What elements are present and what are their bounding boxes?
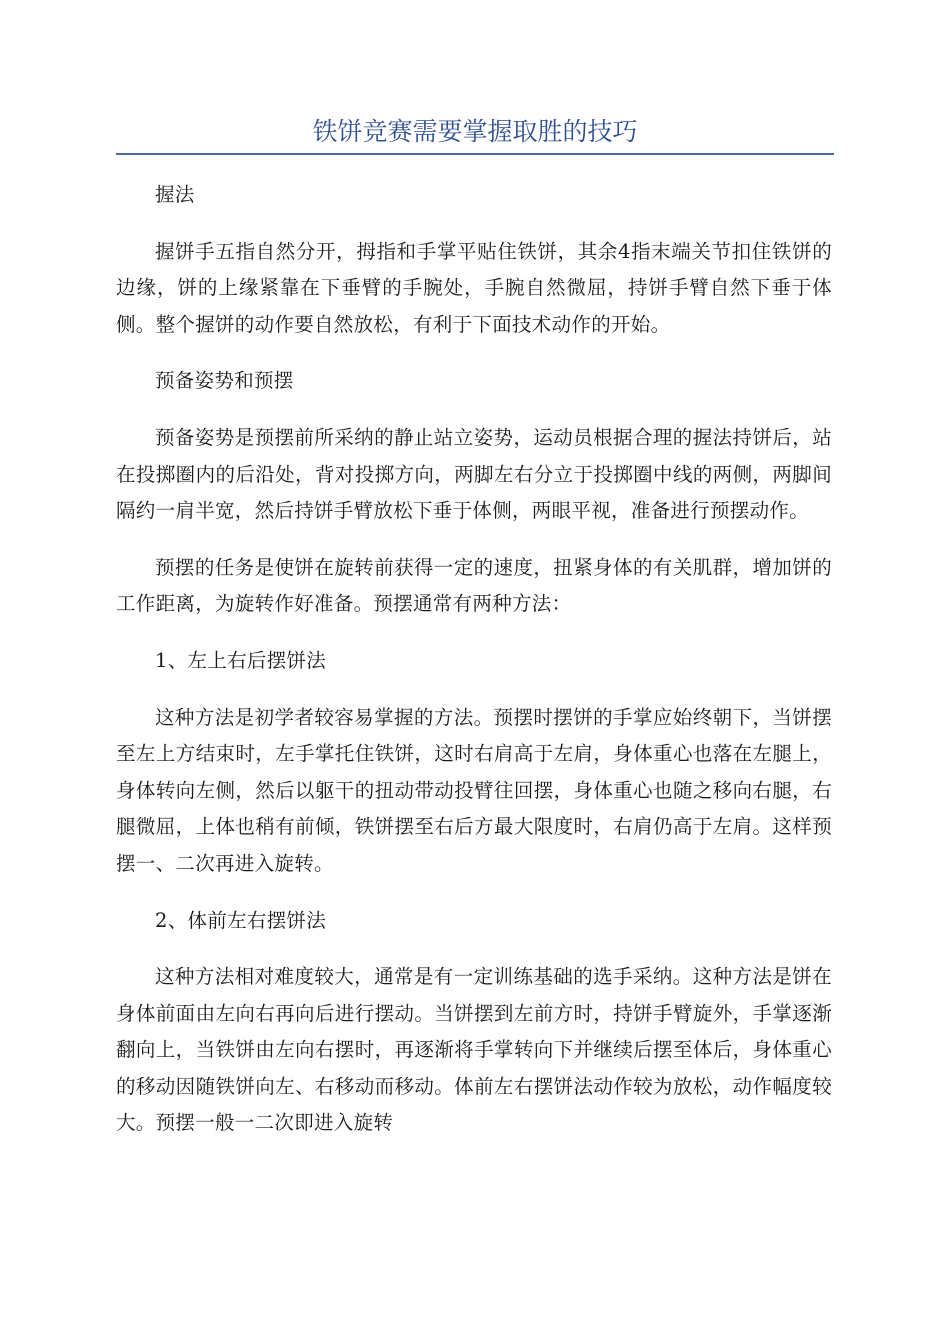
section-heading-grip: 握法 [155, 183, 195, 206]
document-title: 铁饼竞赛需要掌握取胜的技巧 [312, 117, 638, 146]
title-underline [116, 153, 834, 155]
section-heading-method-1: 1、左上右后摆饼法 [155, 648, 327, 672]
paragraph-preliminary-swing: 预摆的任务是使饼在旋转前获得一定的速度，扭紧身体的有关肌群，增加饼的工作距离，为旋转作好准备。预摆通常有两种方法： [116, 555, 832, 616]
paragraph-method-1: 这种方法是初学者较容易掌握的方法。预摆时摆饼的手掌应始终朝下，当饼摆至左上方结束时，左手掌托住铁饼，这时右肩高于左肩，身体重心也落在左腿上，身体转向左侧，然后以躯干的扭动带动投臂往回摆，身体重心也随之移向右腿，右腿微屈，上体也稍有前倾，铁饼摆至右后方最大限度时，右肩仍高于左肩。这样预摆一、二次再进入旋转。 [116, 705, 832, 875]
paragraph-grip: 握饼手五指自然分开，拇指和手掌平贴住铁饼，其余4指末端关节扣住铁饼的边缘，饼的上缘紧靠在下垂臂的手腕处，手腕自然微屈，持饼手臂自然下垂于体侧。整个握饼的动作要自然放松，有利于下面技术动作的开始。 [116, 239, 832, 336]
section-heading-method-2: 2、体前左右摆饼法 [155, 908, 327, 932]
section-heading-preparation: 预备姿势和预摆 [155, 369, 294, 393]
document-body [116, 177, 832, 1162]
paragraph-method-2: 这种方法相对难度较大，通常是有一定训练基础的选手采纳。这种方法是饼在身体前面由左向右再向后进行摆动。当饼摆到左前方时，持饼手臂旋外，手掌逐渐翻向上，当铁饼由左向右摆时，再逐渐将手掌转向下并继续后摆至体后，身体重心的移动因随铁饼向左、右移动而移动。体前左右摆饼法动作较为放松，动作幅度较大。预摆一般一二次即进入旋转 [116, 965, 832, 1135]
paragraph-preparation-stance: 预备姿势是预摆前所采纳的静止站立姿势，运动员根据合理的握法持饼后，站在投掷圈内的后沿处，背对投掷方向，两脚左右分立于投掷圈中线的两侧，两脚间隔约一肩半宽，然后持饼手臂放松下垂于体侧，两眼平视，准备进行预摆动作。 [116, 425, 832, 523]
